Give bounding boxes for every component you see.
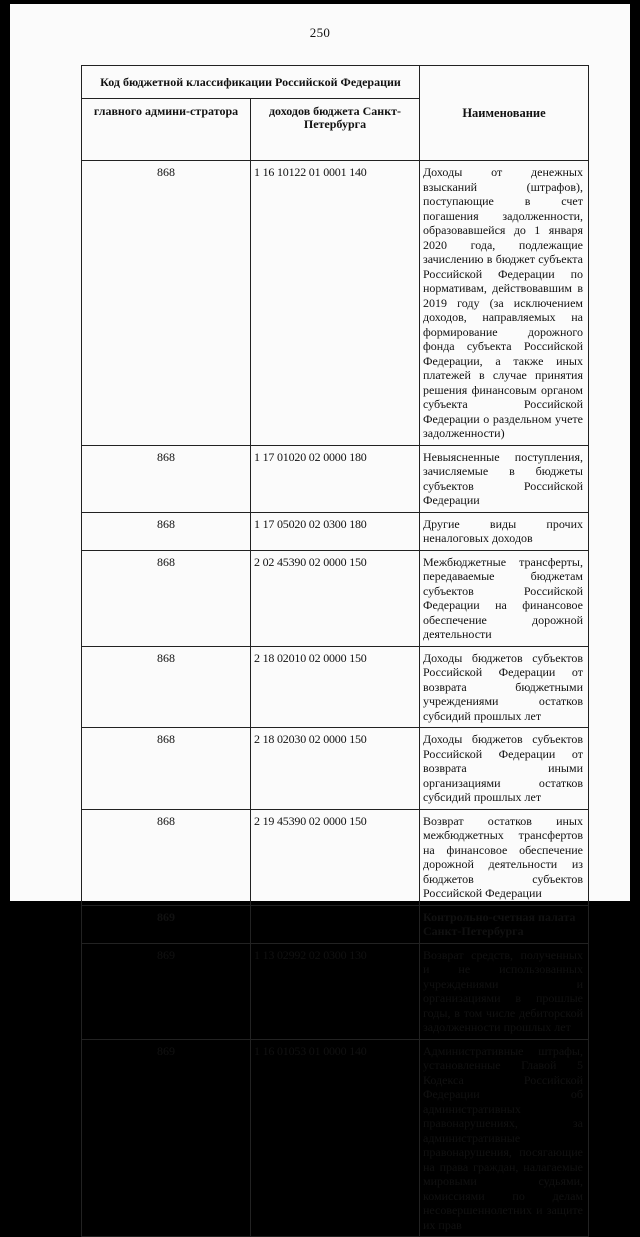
table-row xyxy=(82,1039,589,1237)
cell-name: Доходы бюджетов субъектов Российской Федерации от возврата иными организациями остатков субсидий прошлых лет xyxy=(420,728,589,810)
header-name: Наименование xyxy=(420,66,589,161)
cell-admin: 868 xyxy=(82,646,251,728)
table-body xyxy=(82,161,589,1237)
cell-code: 2 02 45390 02 0000 150 xyxy=(251,550,420,646)
header-admin: главного админи-стратора xyxy=(82,99,251,161)
cell-name: Возврат остатков иных межбюджетных трансфертов на финансовое обеспечение дорожной деятельности из бюджетов субъектов Российской Федерации xyxy=(420,809,589,905)
cell-admin: 869 xyxy=(82,943,251,1039)
table-row xyxy=(82,943,589,1039)
cell-code: 1 16 10122 01 0001 140 xyxy=(251,161,420,446)
document-page xyxy=(10,4,630,1232)
cell-admin: 869 xyxy=(82,1039,251,1237)
table-row xyxy=(82,512,589,550)
cell-name: Невыясненные поступления, зачисляемые в бюджеты субъектов Российской Федерации xyxy=(420,445,589,512)
cell-admin: 868 xyxy=(82,809,251,905)
table-row-section xyxy=(82,905,589,943)
cell-name: Возврат средств, полученных и не использованных учреждениями и организациями в прошлые годы, в том числе дебиторской задолженности прошлых лет xyxy=(420,943,589,1039)
cell-admin: 868 xyxy=(82,445,251,512)
cell-admin: 868 xyxy=(82,161,251,446)
header-income: доходов бюджета Санкт-Петербурга xyxy=(251,99,420,161)
table-row xyxy=(82,161,589,446)
cell-code: 1 16 01053 01 0000 140 xyxy=(251,1039,420,1237)
table-row xyxy=(82,550,589,646)
cell-code xyxy=(251,905,420,943)
cell-code: 2 19 45390 02 0000 150 xyxy=(251,809,420,905)
cell-name: Доходы бюджетов субъектов Российской Федерации от возврата бюджетными учреждениями остатков субсидий прошлых лет xyxy=(420,646,589,728)
cell-code: 2 18 02010 02 0000 150 xyxy=(251,646,420,728)
cell-name: Другие виды прочих неналоговых доходов xyxy=(420,512,589,550)
table-row xyxy=(82,445,589,512)
cell-code: 1 17 01020 02 0000 180 xyxy=(251,445,420,512)
cell-admin: 869 xyxy=(82,905,251,943)
table-row xyxy=(82,809,589,905)
budget-classification-table xyxy=(81,65,589,1237)
cell-name: Межбюджетные трансферты, передаваемые бюджетам субъектов Российской Федерации на финансовое обеспечение дорожной деятельности xyxy=(420,550,589,646)
header-code-group: Код бюджетной классификации Российской Федерации xyxy=(82,66,420,99)
cell-code: 2 18 02030 02 0000 150 xyxy=(251,728,420,810)
table-row xyxy=(82,646,589,728)
table-row xyxy=(82,728,589,810)
cell-admin: 868 xyxy=(82,728,251,810)
cell-name: Доходы от денежных взысканий (штрафов), поступающие в счет погашения задолженности, образовавшейся до 1 января 2020 года, подлежащие зачислению в бюджет субъекта Российской Федерации по нормативам, действовавшим в 2019 году (за исключением доходов, направляемых на формирование дорожного фонда субъекта Российской Федерации, а также иных платежей в случае принятия решения финансовым органом субъекта Российской Федерации о раздельном учете задолженности) xyxy=(420,161,589,446)
cell-code: 1 17 05020 02 0300 180 xyxy=(251,512,420,550)
cell-admin: 868 xyxy=(82,550,251,646)
page-number: 250 xyxy=(309,25,331,40)
cell-admin: 868 xyxy=(82,512,251,550)
cell-code: 1 13 02992 02 0300 130 xyxy=(251,943,420,1039)
cell-name: Административные штрафы, установленные Главой 5 Кодекса Российской Федерации об административных правонарушениях, за административные правонарушения, посягающие на права граждан, налагаемые мировыми судьями, комиссиями по делам несовершеннолетних и защите их прав xyxy=(420,1039,589,1237)
cell-name: Контрольно-счетная палата Санкт-Петербурга xyxy=(420,905,589,943)
